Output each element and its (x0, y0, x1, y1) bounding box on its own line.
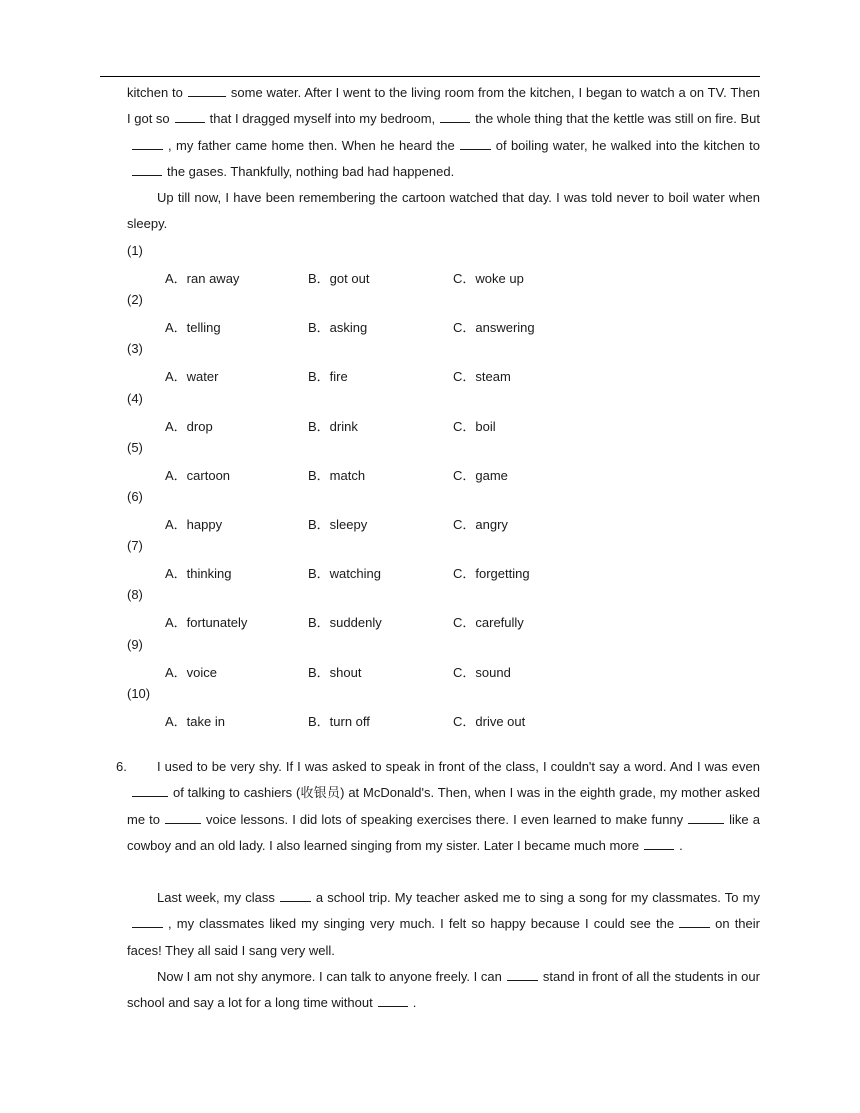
option-b: B．got out (308, 271, 370, 286)
option-row (165, 465, 665, 485)
blank (644, 836, 674, 850)
option-c: C．boil (453, 418, 496, 434)
option-a: A．drop (165, 418, 213, 434)
option-a: A．happy (165, 517, 223, 532)
option-row (165, 268, 665, 288)
question-number: (7) (127, 538, 143, 554)
option-a: A．voice (165, 664, 218, 680)
blank (188, 83, 226, 97)
option-row (165, 612, 665, 632)
question-number: (8) (127, 587, 143, 603)
option-a: A．ran away (165, 271, 240, 286)
passage-6-paragraph-2: Last week, my class a school trip. My teacher asked me to sing a song for my classmates. To my, my classmates liked my singing very much. I felt so happy because I could see the on their faces! They all said I sang very well. (127, 890, 760, 958)
question-number-6: 6. (116, 759, 127, 774)
option-c: C．forgetting (453, 566, 530, 582)
option-c: C．angry (453, 517, 508, 532)
blank (132, 914, 163, 928)
blank (175, 109, 205, 123)
blank (688, 810, 724, 824)
option-row (165, 711, 665, 731)
option-row (165, 662, 665, 682)
option-c: C．game (453, 467, 508, 483)
blank (132, 162, 162, 176)
option-c: C．answering (453, 320, 535, 336)
option-a: A．cartoon (165, 467, 231, 483)
option-b: B．suddenly (308, 615, 382, 631)
option-b: B．fire (308, 369, 348, 385)
blank (679, 914, 710, 928)
question-number: (3) (127, 341, 143, 357)
option-b: B．watching (308, 566, 381, 582)
blank (507, 967, 538, 981)
option-a: A．fortunately (165, 615, 248, 631)
option-c: C．woke up (453, 271, 524, 286)
option-b: B．sleepy (308, 517, 368, 532)
blank (132, 783, 168, 797)
option-b: B．drink (308, 418, 358, 434)
passage-6-paragraph-3: Now I am not shy anymore. I can talk to anyone freely. I can stand in front of all the students in our school and say a lot for a long time without . (127, 969, 760, 1011)
question-number: (2) (127, 292, 143, 308)
option-b: B．turn off (308, 713, 370, 729)
question-number: (9) (127, 636, 143, 652)
option-a: A．thinking (165, 566, 232, 582)
passage-6-paragraph-1: I used to be very shy. If I was asked to speak in front of the class, I couldn't say a word. And I was evenof talking to cashiers (收银员) at McDonald's. Then, when I was in the eighth grade, my mother asked me to voice lessons. I did lots of speaking exercises there. I even learned to make funny like a cowboy and an old lady. I also learned singing from my sister. Later I became much more . (127, 759, 760, 853)
option-row (165, 416, 665, 436)
header-rule (100, 76, 760, 77)
blank (460, 136, 491, 150)
option-c: C．carefully (453, 615, 524, 631)
option-c: C．drive out (453, 713, 526, 729)
passage-5-paragraph-2: Up till now, I have been remembering the cartoon watched that day. I was told never to boil water when sleepy. (127, 190, 760, 232)
blank (440, 109, 470, 123)
option-a: A．water (165, 369, 219, 385)
blank (132, 136, 163, 150)
option-a: A．take in (165, 713, 225, 729)
blank (280, 888, 311, 902)
option-row (165, 317, 665, 337)
option-b: B．shout (308, 664, 362, 680)
question-number: (6) (127, 489, 143, 504)
option-b: B．asking (308, 320, 368, 336)
question-number: (5) (127, 439, 143, 455)
option-b: B．match (308, 467, 366, 483)
option-a: A．telling (165, 320, 221, 336)
option-c: C．sound (453, 664, 511, 680)
option-row (165, 514, 665, 534)
question-number: (10) (127, 685, 151, 701)
passage-5-paragraph-1: kitchen to some water. After I went to the living room from the kitchen, I began to watch a on TV. Then I got so that I dragged myself into my bedroom, the whole thing that the kettle was still on fire. But, my father came home then. When he heard the of boiling water, he walked into the kitchen tothe gases. Thankfully, nothing bad had happened. (127, 85, 761, 179)
option-row (165, 563, 665, 583)
option-row (165, 366, 665, 386)
option-c: C．steam (453, 369, 511, 385)
question-number: (1) (127, 243, 143, 258)
blank (378, 993, 408, 1007)
blank (165, 810, 201, 824)
question-number: (4) (127, 390, 143, 406)
